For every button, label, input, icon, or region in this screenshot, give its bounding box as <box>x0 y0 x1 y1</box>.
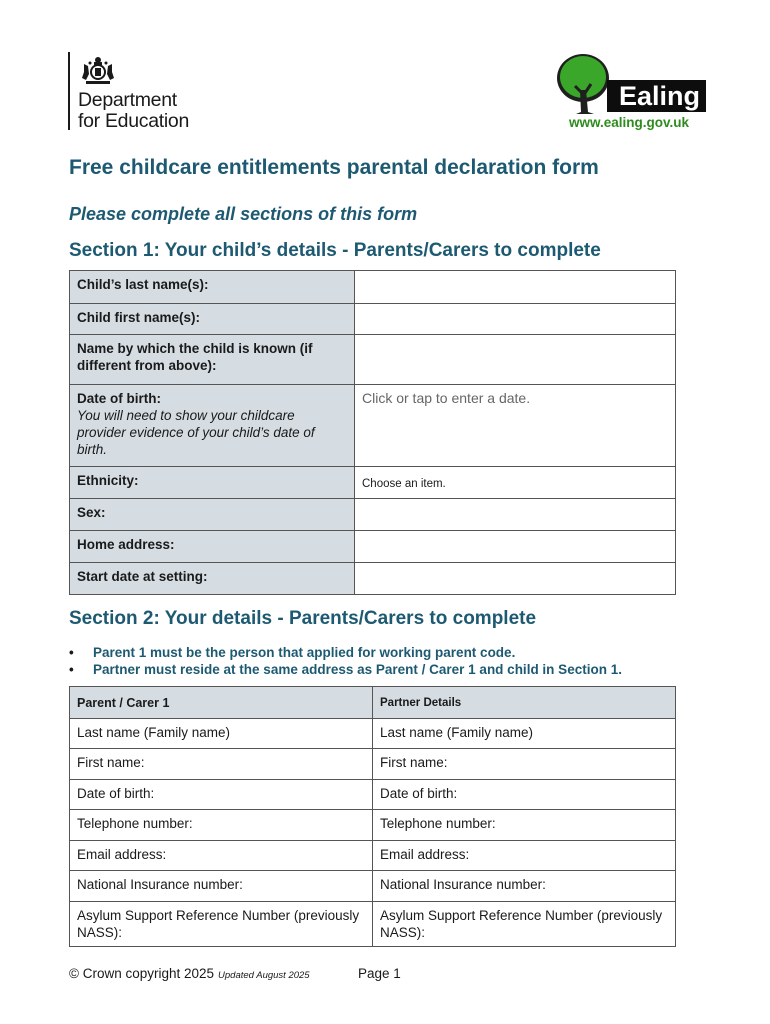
partner-first-name-field[interactable]: First name: <box>373 749 676 780</box>
row-label: Name by which the child is known (if different from above): <box>70 335 355 385</box>
home-address-field[interactable] <box>355 531 676 563</box>
ethnicity-dropdown[interactable]: Choose an item. <box>355 467 676 499</box>
child-first-name-field[interactable] <box>355 304 676 335</box>
parent-ni-number-field[interactable]: National Insurance number: <box>70 871 373 902</box>
table-row <box>70 719 676 749</box>
date-of-birth-picker[interactable]: Click or tap to enter a date. <box>355 385 676 467</box>
ealing-logo <box>553 52 709 132</box>
parent-telephone-field[interactable]: Telephone number: <box>70 810 373 841</box>
row-label: Ethnicity: <box>70 467 355 499</box>
updated-date: Updated August 2025 <box>218 970 310 981</box>
table-row <box>70 335 676 385</box>
sex-field[interactable] <box>355 499 676 531</box>
partner-ni-number-field[interactable]: National Insurance number: <box>373 871 676 902</box>
partner-asylum-ref-field[interactable]: Asylum Support Reference Number (previously NASS): <box>373 902 676 947</box>
partner-email-field[interactable]: Email address: <box>373 841 676 871</box>
row-label <box>70 385 355 467</box>
dfe-line2: for Education <box>78 110 190 132</box>
table-row <box>70 841 676 871</box>
page-subtitle: Please complete all sections of this form <box>69 204 418 224</box>
table-row <box>70 271 676 304</box>
bullet-list <box>69 644 622 678</box>
partner-dob-field[interactable]: Date of birth: <box>373 780 676 810</box>
dfe-line1: Department <box>78 89 177 111</box>
parent-first-name-field[interactable]: First name: <box>70 749 373 780</box>
table-row <box>70 304 676 335</box>
table-row <box>70 563 676 595</box>
table-row <box>70 531 676 563</box>
start-date-field[interactable] <box>355 563 676 595</box>
royal-crest-icon <box>78 54 118 86</box>
known-name-field[interactable] <box>355 335 676 385</box>
dob-hint: You will need to show your childcare provider evidence of your child’s date of birth. <box>77 408 315 457</box>
col1-header: Parent / Carer 1 <box>70 687 373 719</box>
table-row <box>70 467 676 499</box>
parent-asylum-ref-field[interactable]: Asylum Support Reference Number (previously NASS): <box>70 902 373 947</box>
ealing-url: www.ealing.gov.uk <box>569 115 690 130</box>
dfe-logo-bar <box>68 52 70 130</box>
row-label: Child’s last name(s): <box>70 271 355 304</box>
parent-details-table <box>69 686 676 947</box>
child-details-table <box>69 270 676 595</box>
col2-header: Partner Details <box>373 687 676 719</box>
table-header-row <box>70 687 676 719</box>
section2-heading: Section 2: Your details - Parents/Carers to complete <box>69 608 537 629</box>
dob-label: Date of birth: <box>77 391 161 406</box>
row-label: Child first name(s): <box>70 304 355 335</box>
parent-dob-field[interactable]: Date of birth: <box>70 780 373 810</box>
list-item: • Parent 1 must be the person that applied for working parent code. <box>69 644 622 661</box>
partner-last-name-field[interactable]: Last name (Family name) <box>373 719 676 749</box>
section1-heading: Section 1: Your child’s details - Parents/Carers to complete <box>69 240 601 261</box>
copyright-text: © Crown copyright 2025 <box>69 966 215 981</box>
dfe-logo-text <box>78 90 189 132</box>
ealing-wordmark: Ealing <box>607 80 706 112</box>
parent-email-field[interactable]: Email address: <box>70 841 373 871</box>
table-row <box>70 871 676 902</box>
table-row <box>70 385 676 467</box>
page-footer <box>69 966 401 981</box>
page-title: Free childcare entitlements parental declaration form <box>69 156 599 179</box>
row-label: Start date at setting: <box>70 563 355 595</box>
partner-telephone-field[interactable]: Telephone number: <box>373 810 676 841</box>
child-last-name-field[interactable] <box>355 271 676 304</box>
table-row <box>70 499 676 531</box>
row-label: Sex: <box>70 499 355 531</box>
table-row <box>70 810 676 841</box>
page-number: Page 1 <box>358 966 401 981</box>
table-row <box>70 749 676 780</box>
table-row <box>70 780 676 810</box>
list-item: • Partner must reside at the same address as Parent / Carer 1 and child in Section 1. <box>69 661 622 678</box>
table-row <box>70 902 676 947</box>
row-label: Home address: <box>70 531 355 563</box>
parent-last-name-field[interactable]: Last name (Family name) <box>70 719 373 749</box>
